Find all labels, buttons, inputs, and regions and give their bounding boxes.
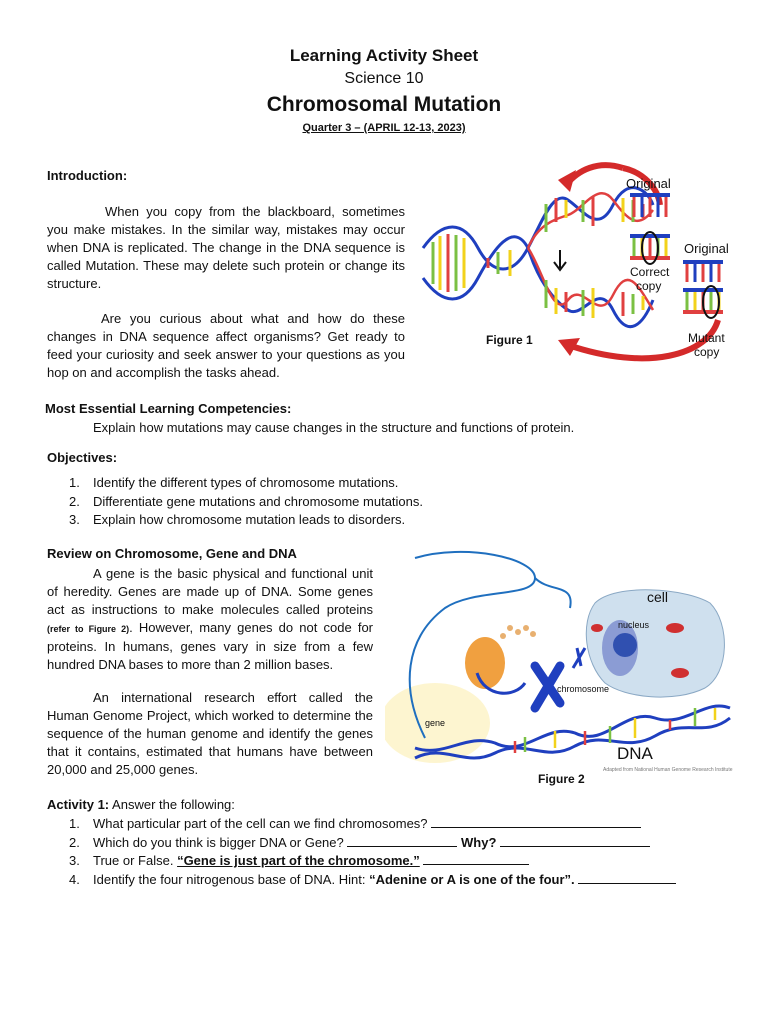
review-p1-text-b: . However, many genes do not code for proteins. In humans, genes vary in size from a few hundred DNA bases to more than 2 million bases. [47, 620, 374, 672]
melc-text: Explain how mutations may cause changes in the structure and functions of protein. [93, 420, 575, 435]
subject-label: Science 10 [344, 70, 424, 87]
melc-heading: Most Essential Learning Competencies: [45, 401, 292, 416]
label-gene: gene [425, 718, 446, 728]
review-heading: Review on Chromosome, Gene and DNA [47, 546, 297, 561]
label-original-bottom: Original [684, 241, 729, 256]
objective-item: 1. Identify the different types of chromosome mutations. [69, 475, 399, 490]
activity-heading-line [47, 797, 235, 812]
intro-heading: Introduction: [47, 168, 128, 183]
cell-icon [586, 590, 724, 697]
activity-heading: Activity 1: [47, 797, 110, 812]
label-chromosome: chromosome [557, 684, 610, 694]
parent-dna-helix [423, 227, 528, 299]
objectives-list [47, 474, 707, 530]
review-p1-text-a: A gene is the basic physical and functional unit of heredity. Genes are made up of DNA. Some genes act as instructions to make molecules called proteins [47, 566, 373, 617]
down-arrow-icon [554, 250, 566, 270]
correct-copy-strand-icon [630, 232, 670, 264]
question-item: 3. True or False. “Gene is just part of the chromosome.” [47, 852, 747, 871]
objective-item: 3. Explain how chromosome mutation leads to disorders. [69, 512, 406, 527]
question-4-text: Identify the four nitrogenous base of DNA. Hint: [93, 871, 366, 887]
nucleosome-beads-icon [500, 625, 536, 639]
original-strand-top-icon [630, 193, 670, 217]
figure-2-credit: Adapted from National Human Genome Research Institute [603, 767, 733, 773]
label-mutant: Mutant [688, 331, 725, 345]
question-1-text: What particular part of the cell can we find chromosomes? [93, 816, 428, 831]
review-figure-ref: (refer to Figure 2) [47, 624, 130, 634]
figure-2-cell-dna-diagram [385, 548, 735, 778]
answer-4-blank[interactable] [578, 872, 676, 884]
label-correct-copy: copy [636, 279, 662, 293]
review-paragraph-2: An international research effort called the Human Genome Project, which worked to determine the sequence of the human genome and identify the genes that it contains, estimated that humans have between 20,000 and 25,000 genes. [47, 690, 373, 777]
label-dna: DNA [617, 744, 653, 763]
answer-1-blank[interactable] [431, 816, 641, 828]
answer-3-blank[interactable] [423, 853, 529, 865]
question-3-statement: “Gene is just part of the chromosome.” [177, 853, 420, 868]
objective-text: Identify the different types of chromosome mutations. [93, 475, 399, 490]
figure-2-label: Figure 2 [538, 772, 585, 786]
answer-2-blank[interactable] [347, 835, 457, 847]
chromatin-coil-icon [465, 637, 505, 689]
objectives-heading: Objectives: [47, 450, 118, 465]
quarter-date: Quarter 3 – (APRIL 12-13, 2023) [302, 122, 466, 134]
label-mutant-copy: copy [694, 345, 720, 359]
intro-paragraph-1: When you copy from the blackboard, sometimes you make mistakes. In the similar way, mistakes may occur when DNA is replicated. The change in the DNA sequence is called Mutation. These may delete such protein or change its structure. [47, 204, 405, 291]
objective-text: Explain how chromosome mutation leads to disorders. [93, 512, 406, 527]
figure-1-label: Figure 1 [486, 333, 533, 347]
objective-item: 2. Differentiate gene mutations and chromosome mutations. [69, 493, 423, 509]
question-2-text: Which do you think is bigger DNA or Gene? [93, 834, 344, 850]
objective-text: Differentiate gene mutations and chromosome mutations. [93, 493, 423, 509]
activity-questions [47, 815, 747, 889]
review-paragraph-1 [47, 565, 373, 674]
question-item: 1. What particular part of the cell can we find chromosomes? [47, 815, 747, 834]
original-strand-bottom-icon [683, 260, 723, 282]
label-correct: Correct [630, 265, 670, 279]
topic-title: Chromosomal Mutation [266, 93, 502, 116]
question-2-why: Why? [461, 834, 497, 850]
question-item: 2. Which do you think is bigger DNA or Gene? Why? [47, 834, 747, 853]
label-original-top: Original [626, 176, 671, 191]
label-nucleus: nucleus [618, 620, 650, 630]
answer-2-why-blank[interactable] [500, 835, 650, 847]
question-4-hint: “Adenine or A is one of the four”. [369, 871, 575, 887]
figure-1-replication-diagram [418, 160, 748, 375]
label-cell: cell [647, 589, 669, 605]
intro-paragraph-2: Are you curious about what and how do these changes in DNA sequence affect organisms? Get ready to feed your curiosity and seek answer to your questions as you hop on and accomplish the tasks ahead. [47, 311, 405, 380]
question-item: 4. Identify the four nitrogenous base of DNA. Hint: “Adenine or A is one of the four”. [47, 871, 747, 890]
mutant-copy-strand-icon [683, 286, 723, 318]
activity-instruction: Answer the following: [112, 797, 235, 812]
question-3-text: True or False. [93, 853, 174, 868]
sheet-title: Learning Activity Sheet [289, 46, 479, 65]
